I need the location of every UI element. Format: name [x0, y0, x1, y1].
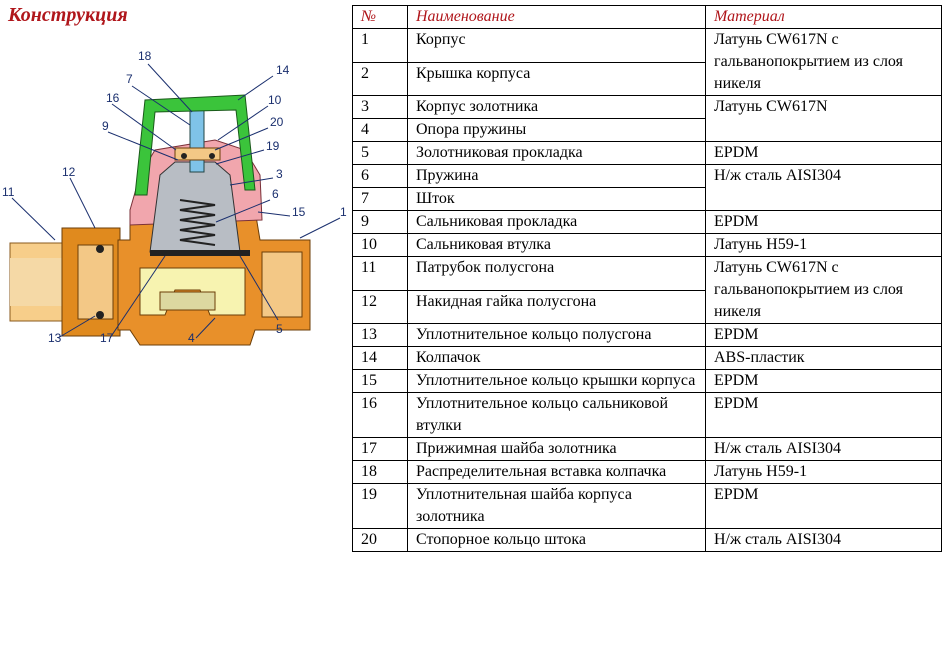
row-number: 10 [353, 234, 408, 257]
row-name: Уплотнительная шайба корпуса золотника [408, 484, 706, 529]
stem-part [190, 110, 204, 172]
row-number: 16 [353, 393, 408, 438]
row-name: Стопорное кольцо штока [408, 529, 706, 552]
callout-label: 19 [266, 139, 280, 153]
row-name: Корпус [408, 29, 706, 63]
table-row [353, 484, 942, 529]
row-name: Накидная гайка полусгона [408, 290, 706, 324]
table-header-row [353, 6, 942, 29]
row-material: Н/ж сталь AISI304 [706, 438, 942, 461]
callout-label: 18 [138, 49, 152, 63]
table-row [353, 347, 942, 370]
row-material: EPDM [706, 324, 942, 347]
table-row [353, 257, 942, 291]
table-row [353, 211, 942, 234]
row-name: Сальниковая прокладка [408, 211, 706, 234]
row-material: EPDM [706, 370, 942, 393]
row-material: EPDM [706, 211, 942, 234]
row-name: Золотниковая прокладка [408, 142, 706, 165]
row-material: ABS-пластик [706, 347, 942, 370]
row-material: Латунь H59-1 [706, 461, 942, 484]
callout-label: 15 [292, 205, 306, 219]
row-number: 2 [353, 62, 408, 96]
row-number: 18 [353, 461, 408, 484]
row-material: Латунь CW617N [706, 96, 942, 142]
row-name: Корпус золотника [408, 96, 706, 119]
callout-label: 16 [106, 91, 120, 105]
row-material: EPDM [706, 393, 942, 438]
table-row [353, 438, 942, 461]
row-number: 19 [353, 484, 408, 529]
callout-label: 3 [276, 167, 283, 181]
row-number: 1 [353, 29, 408, 63]
header-material: Материал [706, 6, 942, 29]
callout-label: 9 [102, 119, 109, 133]
callout-label: 13 [48, 331, 62, 345]
row-name: Шток [408, 188, 706, 211]
row-name: Распределительная вставка колпачка [408, 461, 706, 484]
row-material: Латунь CW617N с гальванопокрытием из слоя никеля [706, 257, 942, 324]
row-name: Уплотнительное кольцо крышки корпуса [408, 370, 706, 393]
row-number: 4 [353, 119, 408, 142]
callout-label: 5 [276, 322, 283, 336]
row-number: 15 [353, 370, 408, 393]
table-row [353, 370, 942, 393]
parts-table [352, 5, 942, 552]
table-row [353, 324, 942, 347]
row-number: 5 [353, 142, 408, 165]
row-name: Уплотнительное кольцо полусгона [408, 324, 706, 347]
row-name: Сальниковая втулка [408, 234, 706, 257]
header-number: № [353, 6, 408, 29]
table-row [353, 529, 942, 552]
callout-label: 20 [270, 115, 284, 129]
callout-label: 17 [100, 331, 114, 345]
row-number: 13 [353, 324, 408, 347]
row-number: 17 [353, 438, 408, 461]
table-row [353, 96, 942, 119]
table-row [353, 461, 942, 484]
callout-label: 11 [2, 185, 15, 199]
callout-label: 1 [340, 205, 347, 219]
row-material: Н/ж сталь AISI304 [706, 529, 942, 552]
callout-label: 7 [126, 72, 133, 86]
row-name: Пружина [408, 165, 706, 188]
row-number: 20 [353, 529, 408, 552]
row-name: Опора пружины [408, 119, 706, 142]
callout-label: 4 [188, 331, 195, 345]
table-row [353, 234, 942, 257]
page-title: Конструкция [8, 4, 128, 26]
table-row [353, 142, 942, 165]
row-name: Патрубок полусгона [408, 257, 706, 291]
row-number: 7 [353, 188, 408, 211]
callout-label: 6 [272, 187, 279, 201]
row-material: EPDM [706, 484, 942, 529]
row-number: 9 [353, 211, 408, 234]
row-material: Н/ж сталь AISI304 [706, 165, 942, 211]
row-number: 11 [353, 257, 408, 291]
table-row [353, 393, 942, 438]
row-material: Латунь H59-1 [706, 234, 942, 257]
callout-label: 14 [276, 63, 290, 77]
row-name: Уплотнительное кольцо сальниковой втулки [408, 393, 706, 438]
callout-label: 10 [268, 93, 282, 107]
row-material: Латунь CW617N с гальванопокрытием из слоя никеля [706, 29, 942, 96]
row-name: Колпачок [408, 347, 706, 370]
row-number: 12 [353, 290, 408, 324]
row-number: 3 [353, 96, 408, 119]
table-row [353, 29, 942, 63]
valve-cross-section-diagram [0, 40, 350, 360]
row-number: 6 [353, 165, 408, 188]
row-material: EPDM [706, 142, 942, 165]
row-name: Крышка корпуса [408, 62, 706, 96]
row-number: 14 [353, 347, 408, 370]
table-row [353, 165, 942, 188]
header-name: Наименование [408, 6, 706, 29]
row-name: Прижимная шайба золотника [408, 438, 706, 461]
callout-label: 12 [62, 165, 76, 179]
